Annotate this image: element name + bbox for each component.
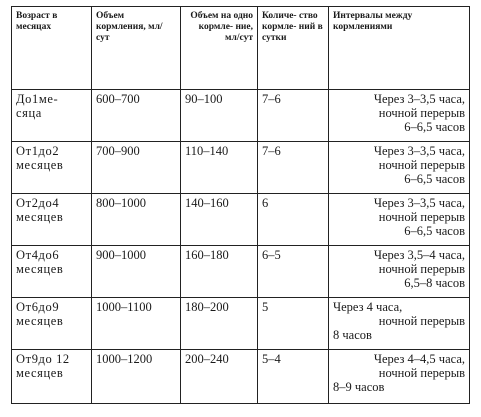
per-feeding-cell: 140–160 <box>181 194 258 246</box>
feedings-count-cell: 5–4 <box>258 350 329 404</box>
daily-volume-cell: 1000–1200 <box>92 350 181 404</box>
header-intervals: Интервалы между кормлениями <box>329 7 470 90</box>
intervals-cell: Через 3–3,5 часа, ночной перерыв 6–6,5 часов <box>329 142 470 194</box>
table-row <box>12 142 470 194</box>
table-row <box>12 194 470 246</box>
per-feeding-cell: 160–180 <box>181 246 258 298</box>
feeding-schedule-table <box>11 6 470 404</box>
table-header-row <box>12 7 470 90</box>
per-feeding-cell: 180–200 <box>181 298 258 350</box>
header-daily-volume: Объем кормления, мл/сут <box>92 7 181 90</box>
table-row <box>12 246 470 298</box>
age-cell: От2до4 месяцев <box>12 194 92 246</box>
intervals-cell: Через 3–3,5 часа, ночной перерыв 6–6,5 часов <box>329 194 470 246</box>
age-cell: От6до9 месяцев <box>12 298 92 350</box>
feedings-count-cell: 6–5 <box>258 246 329 298</box>
per-feeding-cell: 200–240 <box>181 350 258 404</box>
per-feeding-cell: 90–100 <box>181 90 258 142</box>
feedings-count-cell: 5 <box>258 298 329 350</box>
intervals-cell: Через 4–4,5 часа, ночной перерыв 8–9 часов <box>329 350 470 404</box>
header-per-feeding-volume: Объем на одно кормле- ние, мл/сут <box>181 7 258 90</box>
daily-volume-cell: 800–1000 <box>92 194 181 246</box>
table-row <box>12 350 470 404</box>
intervals-cell: Через 3–3,5 часа, ночной перерыв 6–6,5 часов <box>329 90 470 142</box>
header-feedings-count: Количе- ство кормле- ний в сутки <box>258 7 329 90</box>
age-cell: От4до6 месяцев <box>12 246 92 298</box>
daily-volume-cell: 600–700 <box>92 90 181 142</box>
age-cell: До1ме- сяца <box>12 90 92 142</box>
daily-volume-cell: 1000–1100 <box>92 298 181 350</box>
feedings-count-cell: 7–6 <box>258 90 329 142</box>
daily-volume-cell: 700–900 <box>92 142 181 194</box>
per-feeding-cell: 110–140 <box>181 142 258 194</box>
age-cell: От1до2 месяцев <box>12 142 92 194</box>
intervals-cell: Через 3,5–4 часа, ночной перерыв 6,5–8 часов <box>329 246 470 298</box>
table-row <box>12 298 470 350</box>
header-age: Возраст в месяцах <box>12 7 92 90</box>
age-cell: От9до 12 месяцев <box>12 350 92 404</box>
daily-volume-cell: 900–1000 <box>92 246 181 298</box>
intervals-cell: Через 4 часа, ночной перерыв 8 часов <box>329 298 470 350</box>
feedings-count-cell: 6 <box>258 194 329 246</box>
feedings-count-cell: 7–6 <box>258 142 329 194</box>
table-row <box>12 90 470 142</box>
